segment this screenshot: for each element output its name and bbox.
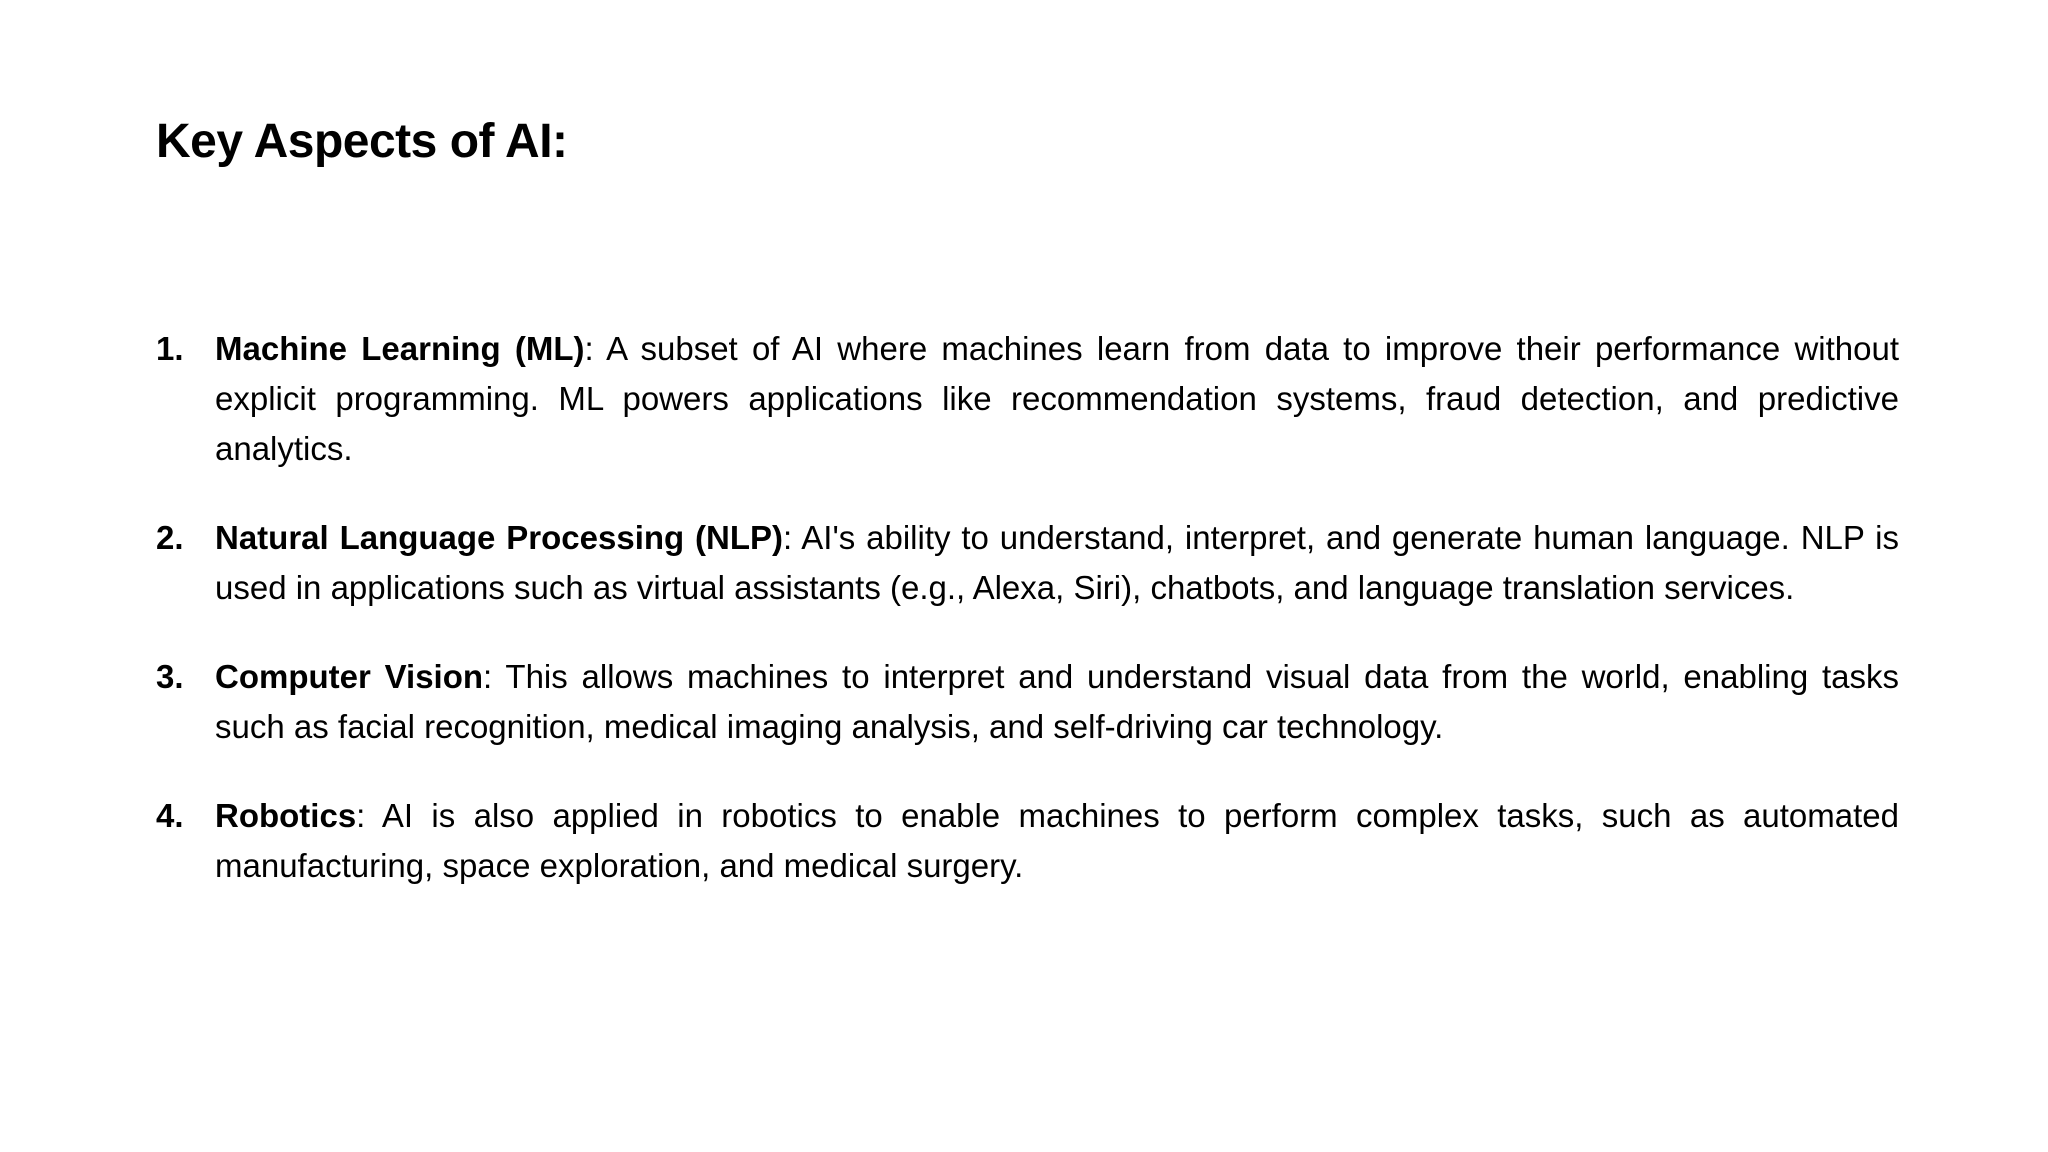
item-description: AI is also applied in robotics to enable machines to perform complex tasks, such as automated manufacturing, space exploration, and medical surgery.: [215, 797, 1899, 884]
item-term: Machine Learning (ML): [215, 330, 585, 367]
item-description: A subset of AI where machines learn from data to improve their performance without explicit programming. ML powers applications like recommendation systems, fraud detection, and predictive analytics.: [215, 330, 1899, 467]
aspect-list: [156, 324, 1899, 930]
list-item-natural-language-processing: [156, 513, 1899, 613]
list-item-computer-vision: [156, 652, 1899, 752]
item-term: Robotics: [215, 797, 357, 834]
item-separator: :: [483, 658, 493, 695]
list-item-machine-learning: [156, 324, 1899, 474]
list-number: 2.: [156, 519, 184, 556]
item-term: Computer Vision: [215, 658, 484, 695]
list-number: 3.: [156, 658, 184, 695]
list-item-robotics: [156, 791, 1899, 891]
slide-title: Key Aspects of AI:: [156, 115, 568, 168]
item-description: AI's ability to understand, interpret, and generate human language. NLP is used in applications such as virtual assistants (e.g., Alexa, Siri), chatbots, and language translation services.: [215, 519, 1899, 606]
item-separator: :: [356, 797, 366, 834]
list-number: 1.: [156, 330, 184, 367]
item-description: This allows machines to interpret and understand visual data from the world, enabling tasks such as facial recognition, medical imaging analysis, and self-driving car technology.: [215, 658, 1900, 745]
item-separator: :: [584, 330, 594, 367]
list-number: 4.: [156, 797, 184, 834]
item-term: Natural Language Processing (NLP): [215, 519, 784, 556]
item-separator: :: [783, 519, 793, 556]
